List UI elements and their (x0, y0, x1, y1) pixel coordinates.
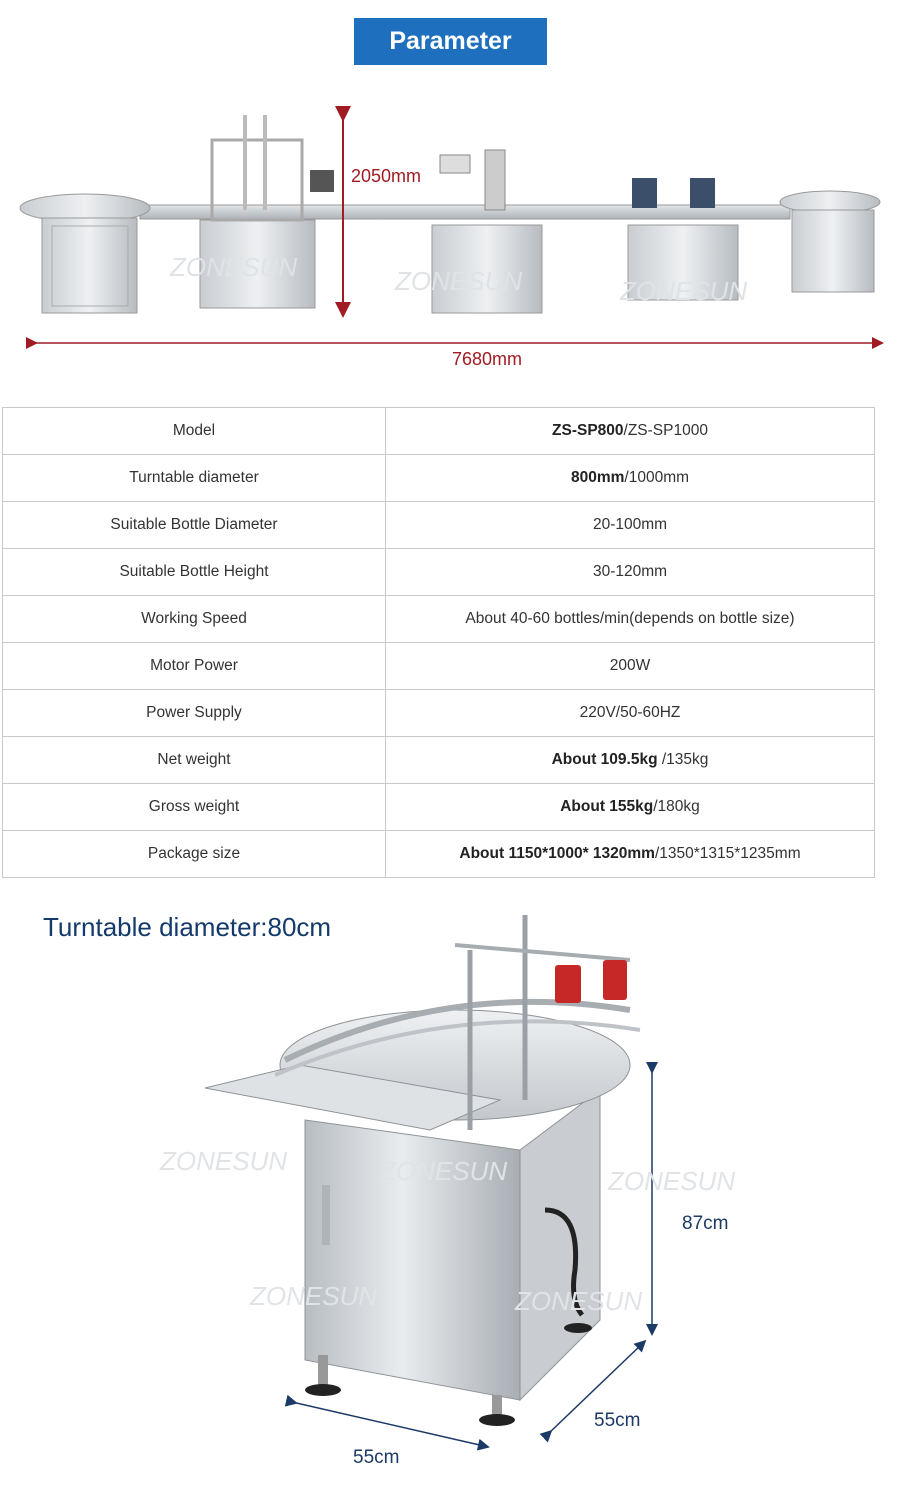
turntable-illustration (150, 905, 900, 1489)
spec-value-text: /135kg (657, 751, 709, 768)
spec-key: Package size (3, 831, 386, 878)
spec-value-text: 20-100mm (592, 516, 668, 533)
height-measure-label: 87cm (682, 1213, 729, 1234)
watermark: ZONESUN (608, 1166, 736, 1196)
spec-key: Net weight (3, 737, 386, 784)
spec-value (386, 737, 875, 784)
spec-row (3, 408, 875, 455)
spec-key: Gross weight (3, 784, 386, 831)
spec-value (386, 502, 875, 549)
spec-row (3, 784, 875, 831)
spec-value-text: 30-120mm (592, 563, 668, 580)
spec-value (386, 831, 875, 878)
spec-value (386, 690, 875, 737)
spec-value (386, 784, 875, 831)
spec-row (3, 596, 875, 643)
spec-key: Suitable Bottle Diameter (3, 502, 386, 549)
spec-row (3, 831, 875, 878)
spec-value-highlight: About 109.5kg (551, 751, 658, 768)
spec-value-text: 200W (609, 657, 651, 674)
watermark: ZONESUN (160, 1146, 288, 1176)
turntable-title: Turntable diameter:80cm (43, 912, 332, 942)
watermark: ZONESUN (515, 1286, 643, 1316)
spec-value (386, 643, 875, 690)
spec-key: Power Supply (3, 690, 386, 737)
watermark: ZONESUN (250, 1281, 378, 1311)
spec-value (386, 549, 875, 596)
spec-row (3, 502, 875, 549)
depth-measure-label: 55cm (594, 1410, 641, 1431)
spec-value-text: /1000mm (624, 469, 690, 486)
spec-value-text: /1350*1315*1235mm (654, 845, 801, 862)
spec-value (386, 596, 875, 643)
production-line-illustration (0, 100, 900, 390)
watermark: ZONESUN (170, 252, 298, 282)
spec-value-highlight: ZS-SP800 (552, 422, 624, 439)
spec-value-text: 220V/50-60HZ (579, 704, 681, 721)
spec-value-highlight: 800mm (570, 469, 625, 486)
spec-row (3, 643, 875, 690)
spec-row (3, 690, 875, 737)
line-height-label: 2050mm (351, 166, 422, 186)
spec-value-highlight: About 155kg (560, 798, 654, 815)
spec-key: Working Speed (3, 596, 386, 643)
spec-value-text: /180kg (653, 798, 700, 815)
spec-value-text: /ZS-SP1000 (623, 422, 708, 439)
spec-row (3, 455, 875, 502)
spec-value-text: About 40-60 bottles/min(depends on bottle size) (465, 610, 795, 627)
watermark: ZONESUN (380, 1156, 508, 1186)
spec-value-highlight: About 1150*1000* 1320mm (459, 845, 655, 862)
spec-key: Model (3, 408, 386, 455)
spec-row (3, 549, 875, 596)
watermark: ZONESUN (620, 276, 748, 306)
spec-row (3, 737, 875, 784)
spec-table (2, 407, 875, 878)
line-length-label: 7680mm (452, 349, 523, 369)
spec-key: Turntable diameter (3, 455, 386, 502)
spec-value (386, 455, 875, 502)
parameter-header: Parameter (354, 18, 547, 65)
spec-key: Motor Power (3, 643, 386, 690)
watermark: ZONESUN (395, 266, 523, 296)
spec-key: Suitable Bottle Height (3, 549, 386, 596)
spec-value (386, 408, 875, 455)
width-measure-label: 55cm (353, 1447, 400, 1468)
